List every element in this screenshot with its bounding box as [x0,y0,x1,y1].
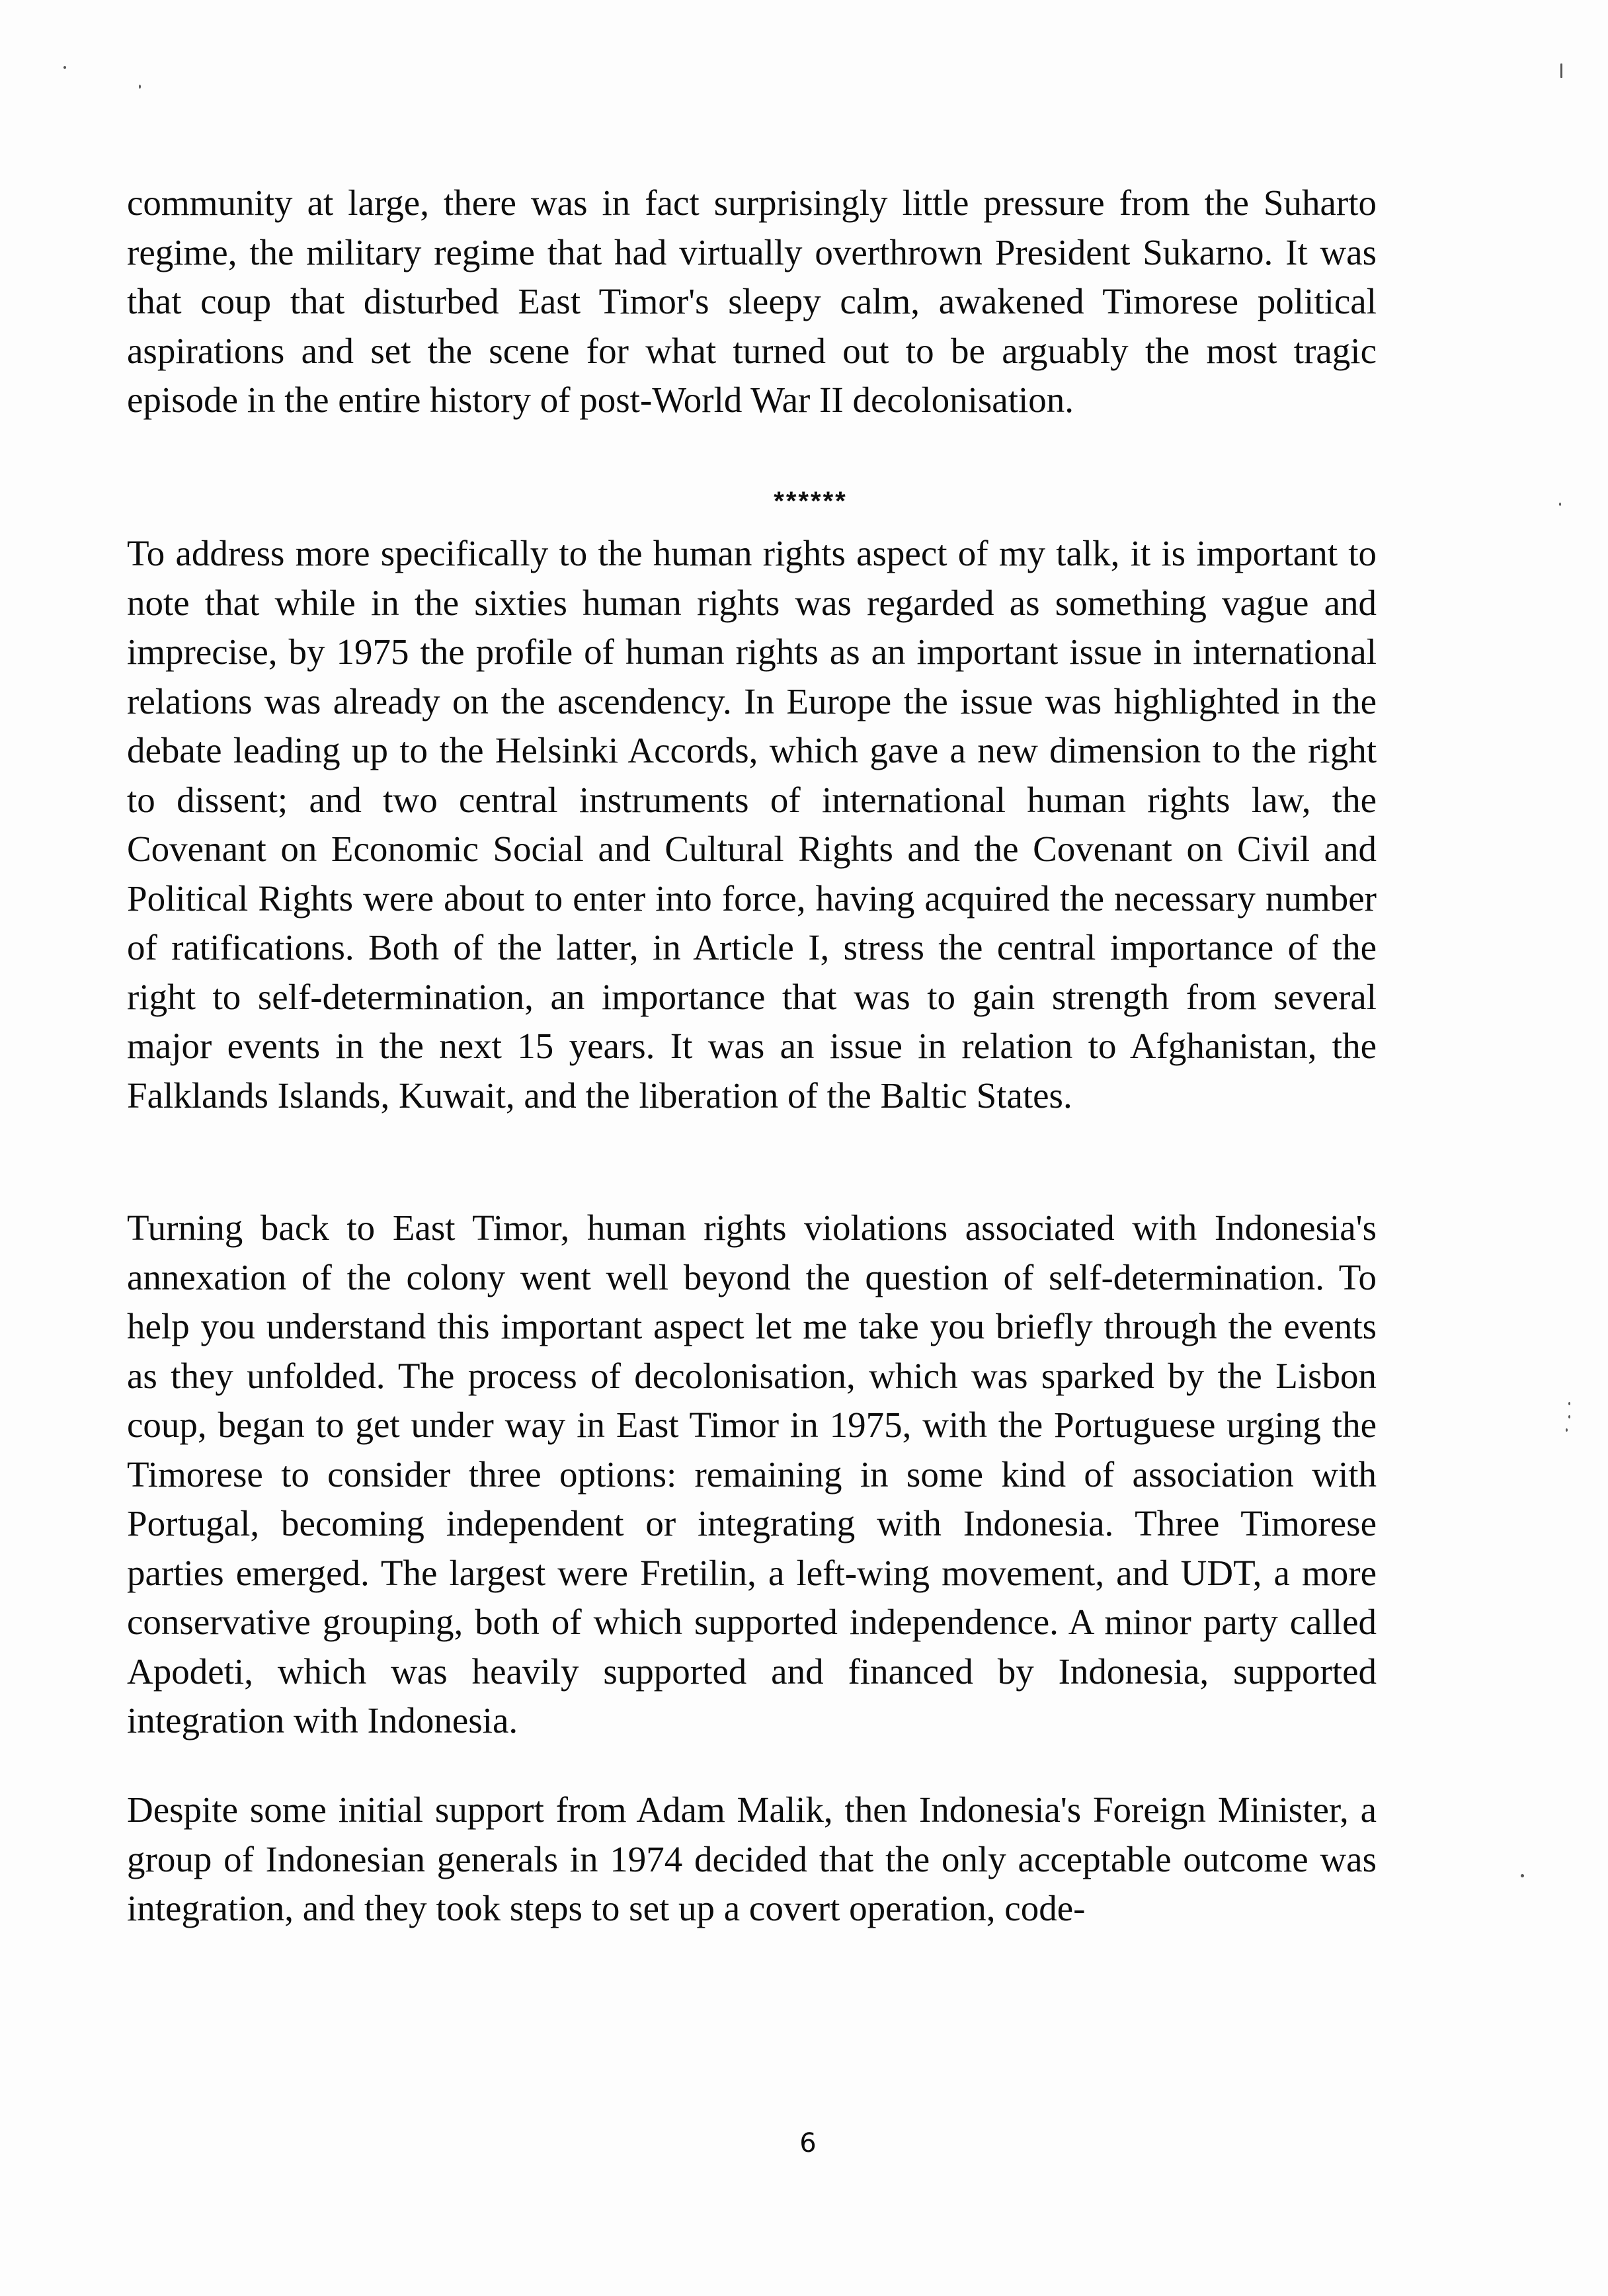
paragraph-indonesian-generals: Despite some initial support from Adam Malik, then Indonesia's Foreign Minister, a group of Indonesian generals in 1974 decided that the only acceptable outcome was integration, and they took steps to set up a covert operation, code- [127,1789,1377,1928]
scan-speck [63,66,66,69]
scan-speck [1560,63,1562,78]
scan-speck [1566,1428,1568,1432]
scan-speck [1521,1874,1524,1877]
paragraph-east-timor-decolonisation: Turning back to East Timor, human rights violations associated with Indonesia's annexation of the colony went well beyond the question of self-determination. To help you understand this important aspect let me take you briefly through the events as they unfolded. The process of decolonisation, which was sparked by the Lisbon coup, began to get under way in East Timor in 1975, with the Portuguese urging the Timorese to consider three options: remaining in some kind of association with Portugal, becoming independent or integrating with Indonesia. Three Timorese parties emerged. The largest were Fretilin, a left-wing movement, and UDT, a more conservative grouping, both of which supported independence. A minor party called Apodeti, which was heavily supported and financed by Indonesia, supported integration with Indonesia. [127,1208,1377,1741]
scan-speck [1568,1402,1570,1405]
page-number: 6 [799,2128,817,2158]
section-separator: ****** [774,487,848,516]
scan-speck [139,85,141,89]
paragraph-human-rights: To address more specifically to the human rights aspect of my talk, it is important to note that while in the sixties human rights was regarded as something vague and imprecise, by 1975 the profile of human rights as an important issue in international relations was already on the ascendency. In Europe the issue was highlighted in the debate leading up to the Helsinki Accords, which gave a new dimension to the right to dissent; and two central instruments of international human rights law, the Covenant on Economic Social and Cultural Rights and the Covenant on Civil and Political Rights were about to enter into force, having acquired the necessary number of ratifications. Both of the latter, in Article I, stress the central importance of the right to self-determination, an importance that was to gain strength from several major events in the next 15 years. It was an issue in relation to Afghanistan, the Falklands Islands, Kuwait, and the liberation of the Baltic States. [127,533,1377,1116]
scan-speck [1568,1415,1570,1418]
paragraph-suharto-regime: community at large, there was in fact surprisingly little pressure from the Suharto regime, the military regime that had virtually overthrown President Sukarno. It was that coup that disturbed East Timor's sleepy calm, awakened Timorese political aspirations and set the scene for what turned out to be arguably the most tragic episode in the entire history of post-World War II decolonisation. [127,183,1377,420]
scan-speck [1559,503,1561,506]
